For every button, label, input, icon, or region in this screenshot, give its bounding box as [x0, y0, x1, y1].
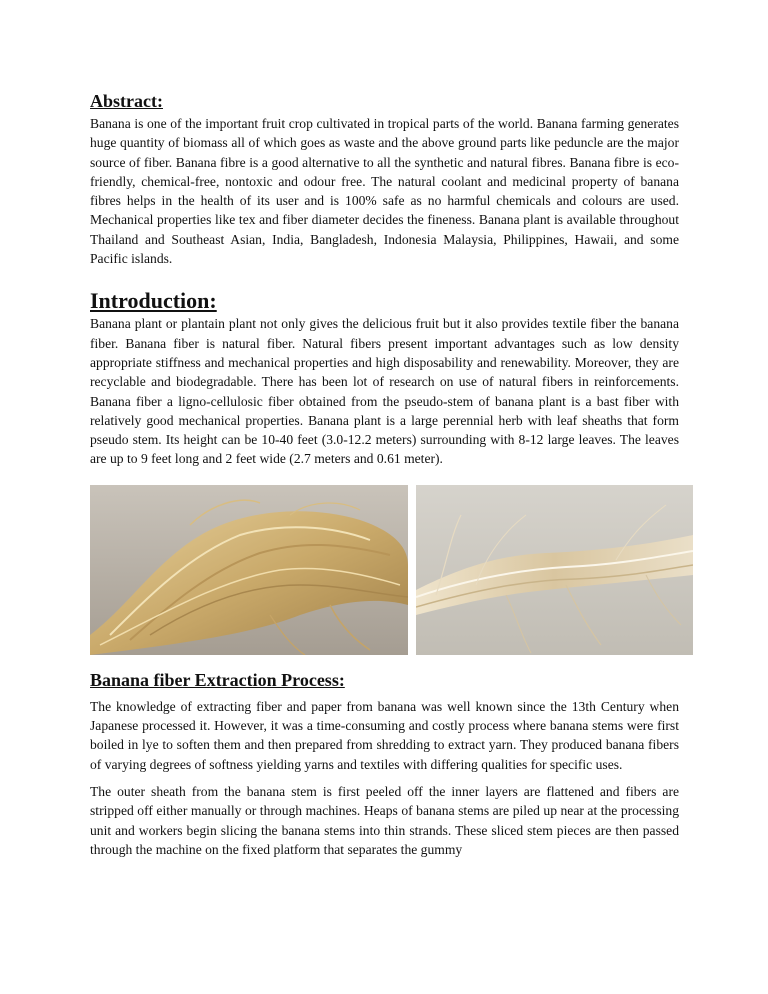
banana-fiber-bundle-icon [90, 485, 408, 655]
extraction-paragraph-1: The knowledge of extracting fiber and paper from banana was well known since the 13th Century when Japanese processed it. However, it was a time-consuming and costly process where banana stems were first boiled in lye to soften them and then prepared from shredding to extract yarn. They produced banana fibers of varying degrees of softness yielding yarns and textiles with differing qualities for specific uses. [90, 698, 679, 772]
introduction-heading: Introduction: [90, 288, 217, 314]
abstract-section [90, 90, 679, 268]
abstract-paragraph: Banana is one of the important fruit crop cultivated in tropical parts of the world. Banana farming generates huge quantity of biomass all of which goes as waste and the above ground parts like peduncle are the major source of fiber. Banana fibre is a good alternative to all the synthetic and natural fibres. Banana fibre is eco-friendly, chemical-free, nontoxic and odour free. The natural coolant and medicinal property of banana fibres helps in the health of its user and is 100% safe as no harmful chemicals and colours are used. Mechanical properties like tex and fiber diameter decides the fineness. Banana plant is available throughout Thailand and Southeast Asian, India, Bangladesh, Indonesia Malaysia, Philippines, Hawaii, and some Pacific islands. [90, 116, 679, 267]
abstract-heading: Abstract: [90, 91, 163, 111]
document-page [90, 90, 679, 859]
banana-fiber-strands-photo [416, 485, 693, 655]
banana-fiber-strands-icon [416, 485, 693, 655]
banana-fiber-bundle-photo [90, 485, 408, 655]
introduction-paragraph: Banana plant or plantain plant not only gives the delicious fruit but it also provides textile fiber the banana fiber. Banana fiber is natural fiber. Natural fibers present important advantages such as low density appropriate stiffness and mechanical properties and high disposability and renewability. Moreover, they are recyclable and biodegradable. There has been lot of research on use of natural fibers in reinforcements. Banana fiber a ligno-cellulosic fiber obtained from the pseudo-stem of banana plant is a bast fiber with relatively good mechanical properties. Banana plant is a large perennial herb with leaf sheaths that form pseudo stem. Its height can be 10-40 feet (3.0-12.2 meters) surrounding with 8-12 large leaves. The leaves are up to 9 feet long and 2 feet wide (2.7 meters and 0.61 meter). [90, 316, 679, 467]
extraction-paragraph-2: The outer sheath from the banana stem is first peeled off the inner layers are flattened and fibers are stripped off either manually or through machines. Heaps of banana stems are piled up near at the processing unit and workers begin slicing the banana stems into thin strands. These sliced stem pieces are then passed through the machine on the fixed platform that separates the gummy [90, 783, 679, 857]
extraction-process-heading: Banana fiber Extraction Process: [90, 669, 345, 690]
introduction-section [90, 288, 679, 468]
fiber-photos [90, 485, 693, 655]
extraction-process-section [90, 669, 679, 859]
